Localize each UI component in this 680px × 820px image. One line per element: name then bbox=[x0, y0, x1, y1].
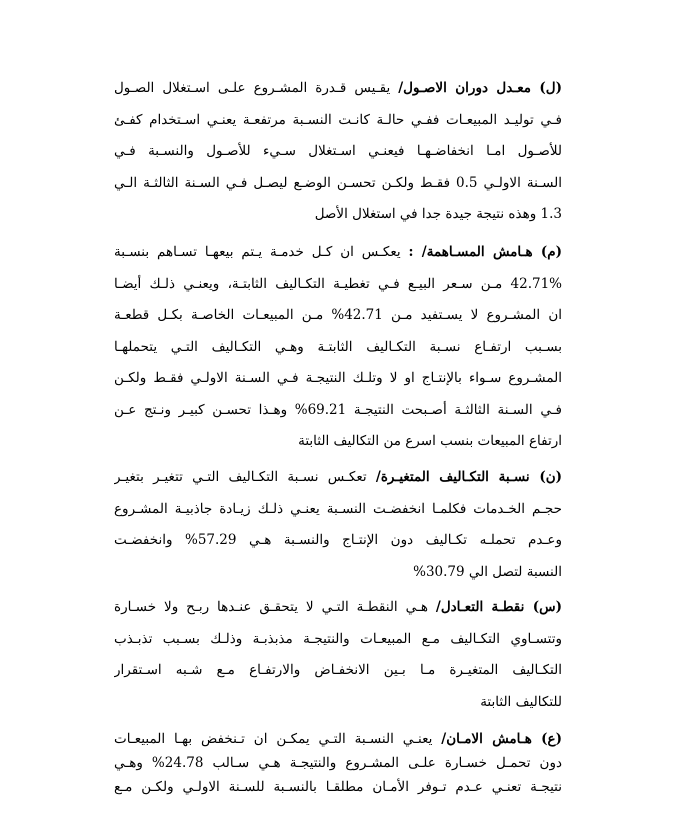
line-text: يقـيس قـدرة المشـروع علـى اسـتغلال الصـول bbox=[114, 80, 391, 96]
paragraph-line: فـي السـنة الثالثـة أصـبحت النتيجـة 69.21% وهـذا تحسـن كبيـر ونـتج عـن bbox=[114, 401, 562, 418]
paragraph-line: بسـبب ارتفـاع نسـبة التكـاليف الثابتـة وهـي التكـاليف التـي يتحملهـا bbox=[114, 338, 562, 355]
paragraph-line: 1.3 وهذه نتيجة جيدة جدا في استغلال الأصل bbox=[314, 206, 562, 222]
paragraph-line bbox=[114, 592, 562, 624]
paragraph-line: للتكاليف الثابتة bbox=[480, 693, 562, 710]
line-text: يعكـس ان كـل خدمـة يـتم بيعهـا تسـاهم بنسـبة bbox=[114, 244, 401, 260]
paragraph-line: ان المشـروع لا يسـتفيد مـن 42.71% مـن المبيعـات الخاصـة بكـل قطعـة bbox=[114, 307, 562, 323]
paragraph-line: النسبة لتصل الي 30.79% bbox=[413, 563, 562, 580]
paragraph-line: وعـدم تحملـه تكـاليف دون الإنتـاج والنسـبة هـي 57.29% وانخفضـت bbox=[114, 532, 562, 548]
paragraph-asset-turnover bbox=[114, 73, 562, 231]
paragraph-margin-of-safety bbox=[114, 727, 562, 799]
paragraph-heading: (م) هـامش المسـاهمة/ : bbox=[408, 244, 562, 260]
paragraph-variable-cost-ratio bbox=[114, 462, 562, 588]
paragraph-line: دون تحمـل خسـارة علـى المشـروع والنتيجـة هـي سـالب 24.78% وهـي bbox=[114, 755, 562, 771]
paragraph-line: المشـروع سـواء بالإنتـاج او لا وتلـك النتيجـة فـي السـنة الاولـي فقـط ولكـن bbox=[114, 370, 562, 386]
paragraph-line: للأصـول امـا انخفاضـهـا فيعنـي اسـتغلال سـيء للأصـول والنسـبة فـي bbox=[114, 143, 562, 159]
line-text: هـي النقطـة التـي لا يتحقـق عنـدها ربـح ولا خسـارة bbox=[114, 599, 428, 615]
paragraph-line bbox=[114, 237, 562, 269]
paragraph-line bbox=[114, 73, 562, 105]
paragraph-contribution-margin bbox=[114, 237, 562, 458]
line-text: يعنـي النسـبة التـي يمكـن ان تـنخفض بهـا المبيعـات bbox=[114, 731, 433, 747]
paragraph-heading: (ن) نسـبة التكـاليف المتغيـرة/ bbox=[375, 469, 562, 485]
paragraph-line: التكـاليف المتغيـرة مـا بـين الانخفـاض والارتفـاع مـع شـبه اسـتقرار bbox=[114, 662, 562, 678]
paragraph-line: 42.71% مـن سـعر البيـع فـي تغطيـة التكـاليف الثابتـة، ويعنـي ذلـك أيضـا bbox=[114, 275, 562, 292]
paragraph-line: ارتفاع المبيعات بنسب اسرع من التكاليف الثابتة bbox=[298, 433, 562, 449]
paragraph-line bbox=[114, 462, 562, 494]
paragraph-heading: (ل) معـدل دوران الاصـول/ bbox=[398, 80, 562, 96]
paragraph-break-even-point bbox=[114, 592, 562, 718]
paragraph-line: وتتسـاوي التكـاليف مـع المبيعـات والنتيجـة مذبذبـة وذلـك بسـبب تذبـذب bbox=[114, 630, 562, 647]
paragraph-heading: (ع) هـامش الامـان/ bbox=[441, 731, 562, 747]
paragraph-heading: (س) نقطـة التعـادل/ bbox=[435, 599, 562, 615]
paragraph-line: حجـم الخـدمات فكلمـا انخفضـت النسـبة يعنـي ذلـك زيـادة جاذبيـة المشـروع bbox=[114, 500, 562, 517]
paragraph-line: السـنة الاولـي 0.5 فقـط ولكـن تحسـن الوضـع ليصـل فـي السـنة الثالثـة الـي bbox=[114, 174, 562, 191]
line-text: تعكـس نسـبة التكـاليف التـي تتغيـر بتغيـر bbox=[114, 469, 367, 485]
paragraph-line: فـي توليـد المبيعـات ففـي حالـة كانـت النسـبة مرتفعـة يعنـي اسـتخدام كفـئ bbox=[114, 111, 562, 128]
paragraph-line bbox=[114, 727, 562, 751]
paragraph-line: نتيجـة تعنـي عـدم تـوفر الأمـان مطلقـا بالنسـبة للسـنة الاولـي ولكـن مـع bbox=[114, 779, 562, 795]
